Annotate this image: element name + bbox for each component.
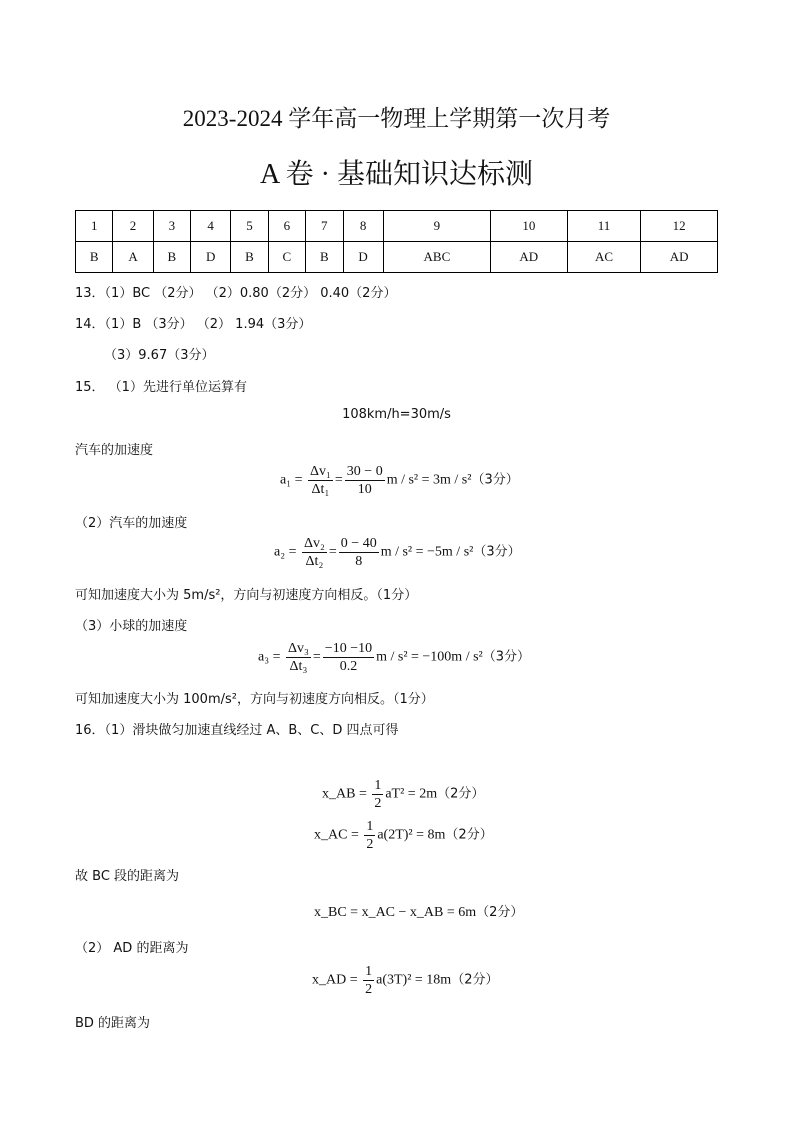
answer-table-number-cell: 11 [567,211,641,242]
answer-table-number-cell: 6 [268,211,305,242]
equation-xac [314,818,493,853]
eq-a3-fraction-1: $\frac{\text{Δv₃}}{\text{Δt₃}}$ [288,641,309,674]
eq-xad-rest: a(3T)² = 18m [376,972,452,988]
answer-table-answer-cell: D [343,242,383,273]
eq-a3-lhs: a₃ = [258,649,281,665]
page-subtitle: A 卷 · 基础知识达标测 [259,159,533,190]
eq-a2-fraction-2: $\frac{0 - 40}{8}$ [340,536,377,569]
eq-xac-lhs: x_AC = [314,827,359,843]
eq-a2-fraction-1: $\frac{\text{Δv₂}}{\text{Δt₂}}$ [304,536,325,569]
answer-table-answer-cell: A [113,242,153,273]
eq-xad-lhs: x_AD = [312,972,358,988]
answer-table-number-row [76,211,718,242]
answer-table [75,210,718,273]
q15-unit-conversion: 108km/h=30m/s [342,407,451,422]
eq-a2-lhs: a₂ = [274,544,297,560]
answer-table-answer-cell: B [306,242,343,273]
answer-table-number-cell: 5 [231,211,268,242]
eq-xbc-text: x_BC = x_AC − x_AB = 6m [314,905,477,920]
eq-a1-fraction-2: $\frac{30 - 0}{10}$ [346,464,383,497]
eq-a1-lhs: a₁ = [280,472,303,488]
eq-a3-rest: m / s² = −100m / s² [376,649,483,665]
page-title: 2023-2024 学年高一物理上学期第一次月考 [182,106,611,131]
equation-a3: a₃ = $\frac{\text{Δv₃}}{\text{Δt₃}}$ = $\frac{-10 -10}{0.2}$ m / s² = −100m / s²（3分） [258,641,531,674]
q16-bc-label: 故 BC 段的距离为 [75,869,180,884]
eq-a3-fraction-2: $\frac{-10 -10}{0.2}$ [324,641,373,674]
eq-xab-score: （2分） [437,786,485,802]
eq-xad-fraction: $\frac{1}{2}$ [365,964,373,997]
q15-part3-label: （3）小球的加速度 [75,619,188,634]
eq-xab-lhs: x_AB = [322,786,367,802]
eq-xab-fraction: $\frac{1}{2}$ [374,778,382,811]
equation-xad [312,963,498,998]
eq-a1-score: （3分） [471,472,519,488]
equation-xab [322,777,484,812]
q14-part3-line: （3）9.67（3分） [104,348,215,363]
answer-table-number-cell: 12 [641,211,718,242]
answer-table-number-cell: 4 [191,211,231,242]
q15-acc-label: 汽车的加速度 [75,443,154,458]
answer-table-answer-cell: D [191,242,231,273]
answer-table-number-cell: 8 [343,211,383,242]
answer-table-number-cell: 2 [113,211,153,242]
answer-table-number-cell: 3 [153,211,190,242]
answer-table-answer-cell: B [153,242,190,273]
q13-line: 13．（1）BC （2分） （2）0.80（2分） 0.40（2分） [75,286,397,301]
q16-line: 16．（1）滑块做匀加速直线经过 A、B、C、D 四点可得 [75,723,399,738]
answer-table-answer-cell: AD [641,242,718,273]
answer-table-number-cell: 10 [491,211,568,242]
answer-table-answer-row [76,242,718,273]
eq-xac-fraction: $\frac{1}{2}$ [366,819,374,852]
answer-table-answer-cell: AD [491,242,568,273]
answer-table-number-cell: 9 [383,211,490,242]
eq-a2-score: （3分） [473,544,521,560]
answer-table-answer-cell: C [268,242,305,273]
q15-part2-label: （2）汽车的加速度 [75,516,188,531]
answer-table-answer-cell: AC [567,242,641,273]
answer-table-number-cell: 1 [76,211,113,242]
equation-a2: a₂ = $\frac{\text{Δv₂}}{\text{Δt₂}}$ = $\frac{0 - 40}{8}$ m / s² = −5m / s²（3分） [274,536,521,569]
answer-table-number-cell: 7 [306,211,343,242]
eq-xbc-score: （2分） [476,905,524,920]
eq-xac-rest: a(2T)² = 8m [377,827,446,843]
q14-line: 14．（1）B （3分） （2） 1.94（3分） [75,317,312,332]
answer-table-answer-cell: B [76,242,113,273]
eq-xac-score: （2分） [445,827,493,843]
q15-part2-note: 可知加速度大小为 5m/s²，方向与初速度方向相反。（1分） [75,588,418,603]
answer-table-answer-cell: ABC [383,242,490,273]
q16-part2-label: （2） AD 的距离为 [75,941,189,956]
answer-table-answer-cell: B [231,242,268,273]
eq-xab-rest: aT² = 2m [385,786,438,802]
eq-a3-score: （3分） [482,649,531,665]
eq-xad-score: （2分） [451,972,499,988]
equation-xbc [314,901,523,921]
q16-bd-label: BD 的距离为 [75,1016,151,1031]
eq-a1-rest: m / s² = 3m / s² [386,472,472,488]
eq-a2-rest: m / s² = −5m / s² [380,544,474,560]
q15-part3-note: 可知加速度大小为 100m/s²，方向与初速度方向相反。（1分） [75,692,434,707]
eq-a1-fraction-1: $\frac{\text{Δv₁}}{\text{Δt₁}}$ [310,464,331,497]
equation-a1: a₁ = $\frac{\text{Δv₁}}{\text{Δt₁}}$ = $\frac{30 - 0}{10}$ m / s² = 3m / s²（3分） [280,464,519,497]
q15-line: 15． （1）先进行单位运算有 [75,380,247,395]
